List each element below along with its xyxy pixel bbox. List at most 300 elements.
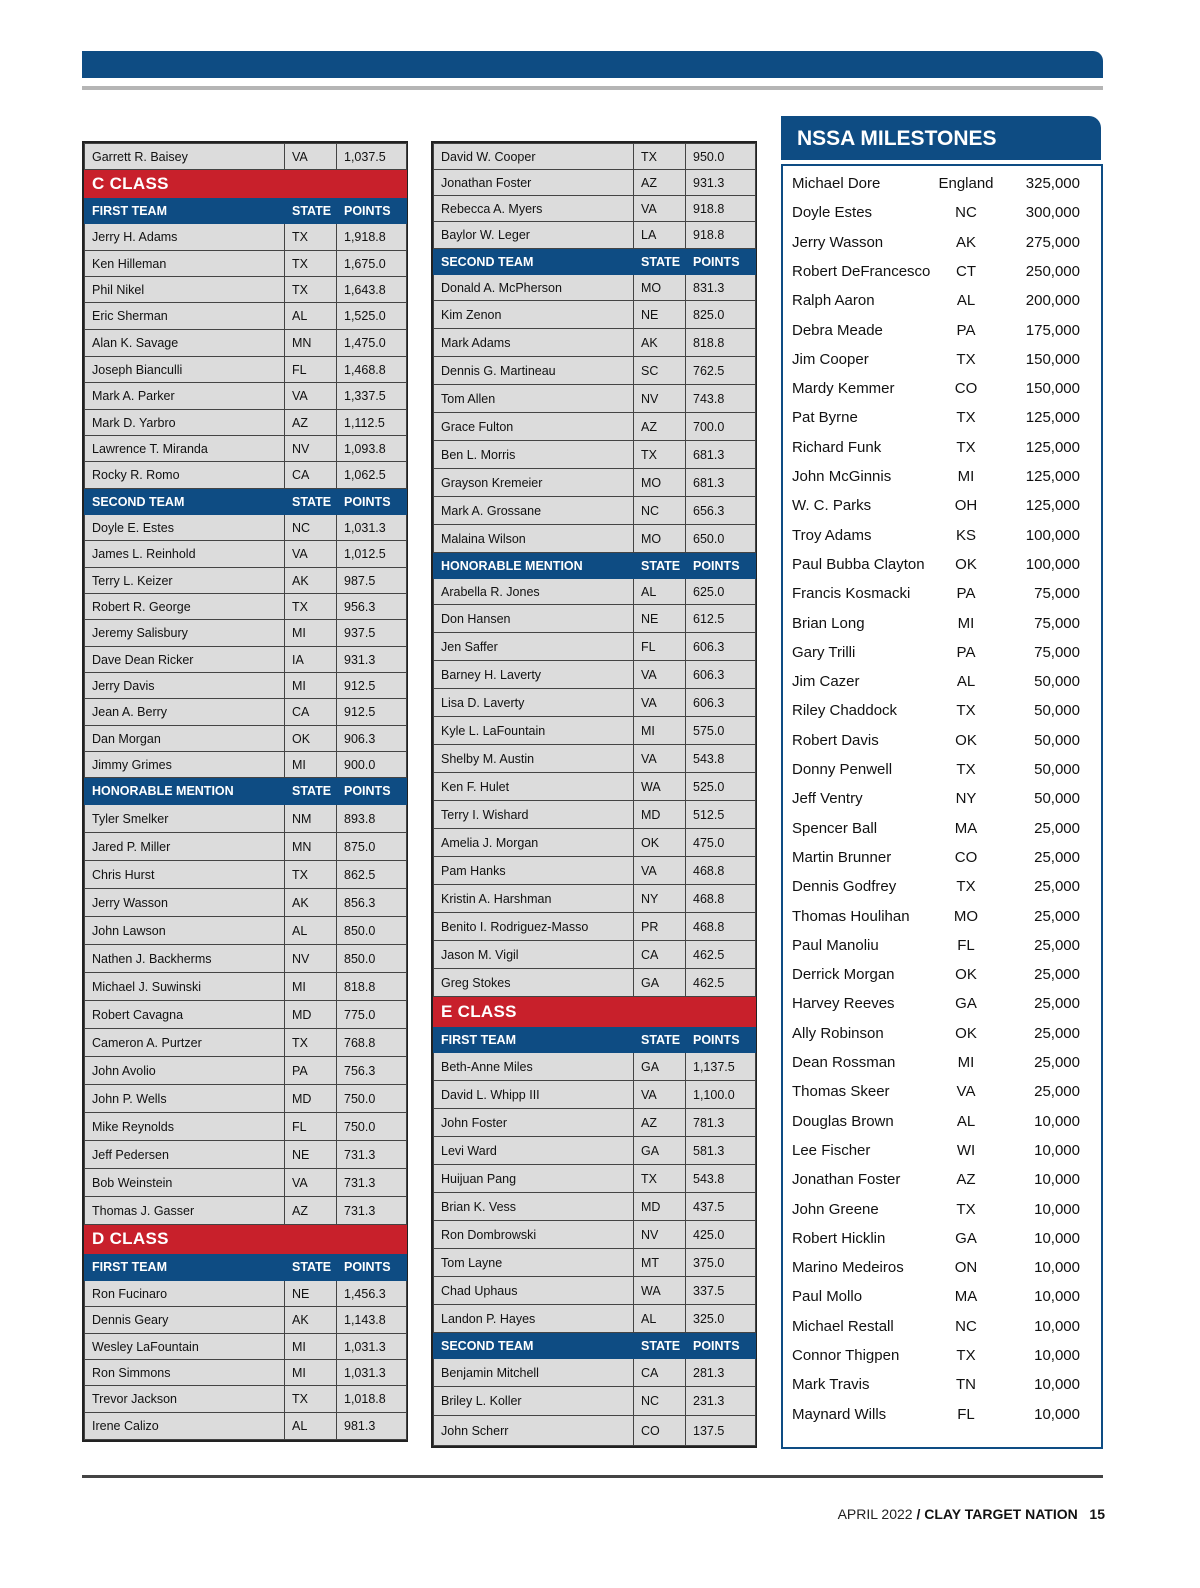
- shooter-name: Ron Dombrowski: [434, 1221, 634, 1249]
- table-row: [434, 497, 756, 525]
- milestone-state: AL: [956, 673, 976, 691]
- shooter-name: John Lawson: [85, 917, 285, 945]
- milestone-row: [783, 551, 1105, 579]
- shooter-name: Dennis Geary: [85, 1307, 285, 1334]
- milestone-state: TN: [956, 1376, 976, 1394]
- shooter-points: 1,643.8: [337, 277, 407, 303]
- shooter-name: Dan Morgan: [85, 726, 285, 752]
- team-label: FIRST TEAM: [85, 1254, 285, 1281]
- shooter-state: NV: [285, 436, 337, 462]
- shooter-state: TX: [285, 277, 337, 303]
- shooter-name: Cameron A. Purtzer: [85, 1029, 285, 1057]
- milestone-row: [783, 932, 1105, 960]
- milestone-row: [783, 199, 1105, 227]
- shooter-name: Wesley LaFountain: [85, 1334, 285, 1360]
- milestone-points: 25,000: [1034, 1024, 1080, 1042]
- shooter-name: Ken F. Hulet: [434, 773, 634, 801]
- shooter-name: Irene Calizo: [85, 1413, 285, 1440]
- table-row: [434, 357, 756, 385]
- shooter-name: Terry I. Wishard: [434, 801, 634, 829]
- milestone-state: TX: [956, 438, 976, 456]
- shooter-state: MI: [285, 752, 337, 778]
- team-label: HONORABLE MENTION: [434, 553, 634, 579]
- shooter-name: Ben L. Morris: [434, 441, 634, 469]
- shooter-state: TX: [285, 251, 337, 277]
- shooter-state: MO: [634, 469, 686, 497]
- shooter-state: AZ: [634, 413, 686, 441]
- class-heading: [434, 997, 756, 1027]
- shooter-state: NV: [634, 1221, 686, 1249]
- shooter-points: 656.3: [686, 497, 756, 525]
- table-row: [85, 647, 407, 673]
- milestone-state: OK: [955, 555, 977, 573]
- team-header-row: [434, 249, 756, 275]
- milestone-row: [783, 1196, 1105, 1224]
- shooter-name: Chris Hurst: [85, 861, 285, 889]
- class-heading-label: E CLASS: [434, 997, 756, 1027]
- scores-column-2: [431, 141, 757, 1448]
- milestone-row: [783, 1049, 1105, 1077]
- milestone-state: MA: [954, 1288, 978, 1306]
- table-row: [85, 594, 407, 620]
- shooter-name: John Avolio: [85, 1057, 285, 1085]
- team-header-row: [85, 1254, 407, 1281]
- milestone-state: OK: [955, 1024, 977, 1042]
- milestone-row: [783, 1225, 1105, 1253]
- team-header-row: [85, 198, 407, 224]
- shooter-state: FL: [634, 633, 686, 661]
- state-header: STATE: [634, 1333, 686, 1359]
- shooter-name: Rocky R. Romo: [85, 462, 285, 489]
- milestone-row: [783, 990, 1105, 1018]
- shooter-state: GA: [634, 1053, 686, 1081]
- table-row: [85, 410, 407, 436]
- shooter-points: 981.3: [337, 1413, 407, 1440]
- shooter-state: MI: [285, 973, 337, 1001]
- state-header: STATE: [285, 1254, 337, 1281]
- table-row: [434, 469, 756, 497]
- shooter-state: TX: [634, 144, 686, 170]
- shooter-name: Ken Hilleman: [85, 251, 285, 277]
- milestone-name: Mark Travis: [792, 1376, 870, 1394]
- shooter-state: VA: [634, 745, 686, 773]
- points-header: POINTS: [337, 1254, 407, 1281]
- shooter-state: VA: [634, 689, 686, 717]
- header-bar: [82, 51, 1103, 78]
- milestone-row: [783, 697, 1105, 725]
- shooter-state: TX: [634, 1165, 686, 1193]
- shooter-name: Briley L. Koller: [434, 1387, 634, 1416]
- shooter-points: 850.0: [337, 945, 407, 973]
- milestone-name: Harvey Reeves: [792, 995, 895, 1013]
- shooter-state: AK: [285, 1307, 337, 1334]
- shooter-state: PR: [634, 913, 686, 941]
- milestone-points: 125,000: [1025, 497, 1080, 515]
- milestone-points: 10,000: [1034, 1112, 1080, 1130]
- shooter-points: 1,468.8: [337, 357, 407, 383]
- shooter-points: 700.0: [686, 413, 756, 441]
- shooter-state: AL: [285, 303, 337, 330]
- shooter-state: GA: [634, 969, 686, 997]
- points-header: POINTS: [686, 1333, 756, 1359]
- table-row: [434, 144, 756, 170]
- table-row: [85, 752, 407, 778]
- table-row: [85, 1029, 407, 1057]
- table-row: [434, 1277, 756, 1305]
- table-row: [85, 1386, 407, 1413]
- shooter-points: 775.0: [337, 1001, 407, 1029]
- team-label: SECOND TEAM: [434, 249, 634, 275]
- shooter-name: Huijuan Pang: [434, 1165, 634, 1193]
- shooter-points: 525.0: [686, 773, 756, 801]
- shooter-points: 1,031.3: [337, 515, 407, 541]
- shooter-name: Jerry Davis: [85, 673, 285, 699]
- shooter-points: 950.0: [686, 144, 756, 170]
- shooter-state: VA: [634, 1081, 686, 1109]
- shooter-state: AZ: [634, 170, 686, 196]
- shooter-points: 731.3: [337, 1197, 407, 1225]
- table-row: [434, 1193, 756, 1221]
- shooter-name: Trevor Jackson: [85, 1386, 285, 1413]
- shooter-points: 1,137.5: [686, 1053, 756, 1081]
- table-row: [434, 969, 756, 997]
- shooter-name: James L. Reinhold: [85, 541, 285, 568]
- milestone-state: MO: [953, 907, 979, 925]
- milestone-name: Mardy Kemmer: [792, 380, 895, 398]
- milestone-name: Jeff Ventry: [792, 790, 863, 808]
- team-label: FIRST TEAM: [85, 198, 285, 224]
- table-row: [85, 833, 407, 861]
- table-row: [85, 1334, 407, 1360]
- state-header: STATE: [285, 778, 337, 805]
- shooter-points: 606.3: [686, 661, 756, 689]
- shooter-state: CA: [285, 699, 337, 726]
- state-header: STATE: [634, 553, 686, 579]
- table-row: [434, 1249, 756, 1277]
- shooter-points: 1,675.0: [337, 251, 407, 277]
- shooter-points: 818.8: [686, 329, 756, 357]
- shooter-name: John P. Wells: [85, 1085, 285, 1113]
- milestone-points: 10,000: [1034, 1376, 1080, 1394]
- milestone-name: Gary Trilli: [792, 643, 856, 661]
- class-heading-label: C CLASS: [85, 170, 407, 198]
- shooter-points: 912.5: [337, 699, 407, 726]
- milestone-points: 25,000: [1034, 819, 1080, 837]
- milestone-name: Dennis Godfrey: [792, 878, 897, 896]
- shooter-points: 850.0: [337, 917, 407, 945]
- milestone-name: Jerry Wasson: [792, 233, 884, 251]
- milestone-points: 25,000: [1034, 907, 1080, 925]
- milestone-row: [783, 1283, 1105, 1311]
- shooter-name: Pam Hanks: [434, 857, 634, 885]
- shooter-state: AK: [634, 329, 686, 357]
- milestone-points: 150,000: [1025, 380, 1080, 398]
- milestone-points: 10,000: [1034, 1347, 1080, 1364]
- shooter-name: Malaina Wilson: [434, 525, 634, 553]
- milestone-name: Connor Thigpen: [792, 1347, 900, 1364]
- shooter-state: MI: [285, 1360, 337, 1386]
- table-row: [434, 1109, 756, 1137]
- shooter-points: 1,062.5: [337, 462, 407, 489]
- milestone-state: NC: [955, 1317, 977, 1335]
- shooter-points: 375.0: [686, 1249, 756, 1277]
- shooter-name: Eric Sherman: [85, 303, 285, 330]
- milestone-name: Riley Chaddock: [792, 702, 898, 720]
- shooter-points: 931.3: [337, 647, 407, 673]
- shooter-name: Jen Saffer: [434, 633, 634, 661]
- shooter-name: David W. Cooper: [434, 144, 634, 170]
- table-row: [434, 1081, 756, 1109]
- points-header: POINTS: [337, 778, 407, 805]
- table-row: [85, 1057, 407, 1085]
- table-row: [85, 224, 407, 251]
- milestone-points: 50,000: [1034, 731, 1080, 749]
- shooter-points: 606.3: [686, 633, 756, 661]
- shooter-name: Grace Fulton: [434, 413, 634, 441]
- shooter-points: 1,018.8: [337, 1386, 407, 1413]
- shooter-points: 900.0: [337, 752, 407, 778]
- table-row: [434, 801, 756, 829]
- table-row: [434, 661, 756, 689]
- milestone-name: Martin Brunner: [792, 848, 892, 866]
- milestone-points: 50,000: [1034, 702, 1080, 720]
- shooter-state: TX: [285, 1029, 337, 1057]
- table-row: [434, 913, 756, 941]
- shooter-name: John Foster: [434, 1109, 634, 1137]
- milestone-row: [783, 815, 1105, 843]
- shooter-name: Greg Stokes: [434, 969, 634, 997]
- shooter-state: VA: [634, 661, 686, 689]
- table-row: [434, 1416, 756, 1446]
- footer-date: APRIL 2022: [837, 1506, 913, 1522]
- shooter-points: 862.5: [337, 861, 407, 889]
- shooter-name: Mark A. Grossane: [434, 497, 634, 525]
- shooter-points: 468.8: [686, 913, 756, 941]
- milestone-points: 10,000: [1034, 1288, 1080, 1306]
- shooter-name: Arabella R. Jones: [434, 579, 634, 605]
- shooter-state: CA: [634, 1359, 686, 1387]
- shooter-state: MN: [285, 833, 337, 861]
- milestone-name: Robert Hicklin: [792, 1229, 886, 1247]
- milestone-row: [783, 170, 1105, 198]
- shooter-points: 1,037.5: [337, 144, 407, 170]
- shooter-name: Robert Cavagna: [85, 1001, 285, 1029]
- milestone-points: 300,000: [1025, 204, 1080, 222]
- milestone-name: Lee Fischer: [792, 1141, 871, 1159]
- shooter-name: Mark Adams: [434, 329, 634, 357]
- shooter-name: Grayson Kremeier: [434, 469, 634, 497]
- table-row: [434, 941, 756, 969]
- milestone-name: Donny Penwell: [792, 761, 893, 778]
- shooter-name: Joseph Bianculli: [85, 357, 285, 383]
- shooter-name: Terry L. Keizer: [85, 568, 285, 594]
- shooter-name: Ron Simmons: [85, 1360, 285, 1386]
- table-row: [434, 525, 756, 553]
- shooter-state: VA: [285, 1169, 337, 1197]
- table-row: [85, 436, 407, 462]
- shooter-points: 468.8: [686, 857, 756, 885]
- shooter-name: Bob Weinstein: [85, 1169, 285, 1197]
- shooter-points: 750.0: [337, 1113, 407, 1141]
- milestone-points: 125,000: [1025, 409, 1080, 427]
- team-label: HONORABLE MENTION: [85, 778, 285, 805]
- milestone-row: [783, 903, 1105, 931]
- table-row: [434, 1359, 756, 1387]
- milestone-row: [783, 961, 1105, 989]
- nssa-milestones-panel: [781, 116, 1103, 1449]
- team-label: SECOND TEAM: [85, 489, 285, 515]
- milestone-row: [783, 463, 1105, 491]
- shooter-points: 543.8: [686, 1165, 756, 1193]
- table-row: [85, 1281, 407, 1307]
- shooter-points: 1,112.5: [337, 410, 407, 436]
- shooter-name: John Scherr: [434, 1416, 634, 1446]
- shooter-points: 468.8: [686, 885, 756, 913]
- shooter-name: Beth-Anne Miles: [434, 1053, 634, 1081]
- milestone-name: Thomas Skeer: [792, 1083, 890, 1101]
- shooter-points: 1,456.3: [337, 1281, 407, 1307]
- shooter-points: 768.8: [337, 1029, 407, 1057]
- milestone-name: Richard Funk: [792, 438, 882, 456]
- shooter-points: 1,918.8: [337, 224, 407, 251]
- shooter-name: Brian K. Vess: [434, 1193, 634, 1221]
- shooter-state: NV: [285, 945, 337, 973]
- milestone-state: TX: [956, 409, 976, 427]
- milestone-row: [783, 434, 1105, 462]
- shooter-state: TX: [634, 441, 686, 469]
- shooter-name: Levi Ward: [434, 1137, 634, 1165]
- milestone-state: CT: [956, 262, 976, 280]
- milestone-state: OH: [954, 497, 978, 515]
- shooter-name: Shelby M. Austin: [434, 745, 634, 773]
- milestone-state: FL: [957, 936, 975, 954]
- shooter-state: NY: [634, 885, 686, 913]
- milestone-points: 250,000: [1025, 262, 1080, 280]
- shooter-points: 756.3: [337, 1057, 407, 1085]
- table-row: [85, 917, 407, 945]
- milestone-row: [783, 580, 1105, 608]
- milestone-state: PA: [956, 321, 976, 339]
- milestone-state: AL: [956, 292, 976, 310]
- milestone-points: 25,000: [1034, 936, 1080, 954]
- milestone-points: 25,000: [1034, 1083, 1080, 1101]
- milestone-name: Paul Mollo: [792, 1288, 863, 1306]
- shooter-name: Kim Zenon: [434, 301, 634, 329]
- shooter-points: 281.3: [686, 1359, 756, 1387]
- shooter-points: 681.3: [686, 441, 756, 469]
- milestone-row: [783, 844, 1105, 872]
- milestone-state: CO: [954, 848, 978, 866]
- table-row: [85, 1169, 407, 1197]
- milestone-points: 10,000: [1034, 1259, 1080, 1277]
- table-row: [85, 251, 407, 277]
- milestone-name: Maynard Wills: [792, 1405, 887, 1423]
- table-row: [434, 413, 756, 441]
- milestone-name: Troy Adams: [792, 526, 872, 544]
- milestone-row: [783, 1342, 1105, 1370]
- milestone-state: FL: [957, 1405, 975, 1423]
- milestone-row: [783, 1166, 1105, 1194]
- table-row: [85, 568, 407, 594]
- table-row: [434, 1165, 756, 1193]
- shooter-state: NC: [285, 515, 337, 541]
- milestone-points: 10,000: [1034, 1405, 1080, 1423]
- milestone-row: [783, 404, 1105, 432]
- shooter-state: NC: [634, 1387, 686, 1416]
- milestone-row: [783, 756, 1105, 784]
- shooter-points: 462.5: [686, 941, 756, 969]
- shooter-state: MO: [634, 525, 686, 553]
- milestone-row: [783, 1020, 1105, 1048]
- milestone-name: Paul Bubba Clayton: [792, 555, 925, 573]
- milestone-state: VA: [956, 1083, 976, 1101]
- shooter-name: Jared P. Miller: [85, 833, 285, 861]
- shooter-name: Benito I. Rodriguez-Masso: [434, 913, 634, 941]
- shooter-state: VA: [285, 383, 337, 410]
- milestone-name: John McGinnis: [792, 468, 892, 485]
- shooter-state: MI: [285, 673, 337, 699]
- milestone-points: 25,000: [1034, 848, 1080, 866]
- shooter-state: OK: [634, 829, 686, 857]
- shooter-points: 937.5: [337, 620, 407, 647]
- milestone-name: Thomas Houlihan: [792, 907, 910, 925]
- shooter-state: NC: [634, 497, 686, 525]
- shooter-state: CO: [634, 1416, 686, 1446]
- shooter-name: Dave Dean Ricker: [85, 647, 285, 673]
- milestone-points: 10,000: [1034, 1317, 1080, 1335]
- shooter-points: 1,143.8: [337, 1307, 407, 1334]
- table-row: [434, 885, 756, 913]
- shooter-name: Jean A. Berry: [85, 699, 285, 726]
- milestone-points: 25,000: [1034, 1054, 1080, 1071]
- milestone-name: Pat Byrne: [792, 409, 858, 427]
- milestone-state: PA: [956, 643, 976, 661]
- shooter-points: 856.3: [337, 889, 407, 917]
- table-row: [85, 861, 407, 889]
- table-row: [85, 973, 407, 1001]
- milestone-points: 200,000: [1025, 292, 1080, 310]
- milestone-state: AK: [955, 233, 976, 251]
- shooter-points: 893.8: [337, 805, 407, 833]
- shooter-name: Ron Fucinaro: [85, 1281, 285, 1307]
- shooter-state: IA: [285, 647, 337, 673]
- team-header-row: [434, 1027, 756, 1053]
- milestone-row: [783, 873, 1105, 901]
- shooter-points: 625.0: [686, 579, 756, 605]
- milestone-row: [783, 785, 1105, 813]
- table-row: [85, 1141, 407, 1169]
- shooter-name: Robert R. George: [85, 594, 285, 620]
- milestone-row: [783, 346, 1105, 374]
- shooter-state: CA: [285, 462, 337, 489]
- shooter-state: VA: [634, 857, 686, 885]
- points-header: POINTS: [337, 198, 407, 224]
- table-row: [434, 1305, 756, 1333]
- shooter-state: AL: [285, 1413, 337, 1440]
- table-row: [85, 620, 407, 647]
- shooter-points: 875.0: [337, 833, 407, 861]
- shooter-points: 475.0: [686, 829, 756, 857]
- milestone-row: [783, 610, 1105, 638]
- milestone-points: 25,000: [1034, 878, 1080, 896]
- table-row: [434, 717, 756, 745]
- shooter-points: 606.3: [686, 689, 756, 717]
- milestone-row: [783, 1108, 1105, 1136]
- milestone-row: [783, 492, 1105, 520]
- shooter-state: NM: [285, 805, 337, 833]
- class-heading: [85, 1225, 407, 1254]
- shooter-state: AZ: [285, 410, 337, 436]
